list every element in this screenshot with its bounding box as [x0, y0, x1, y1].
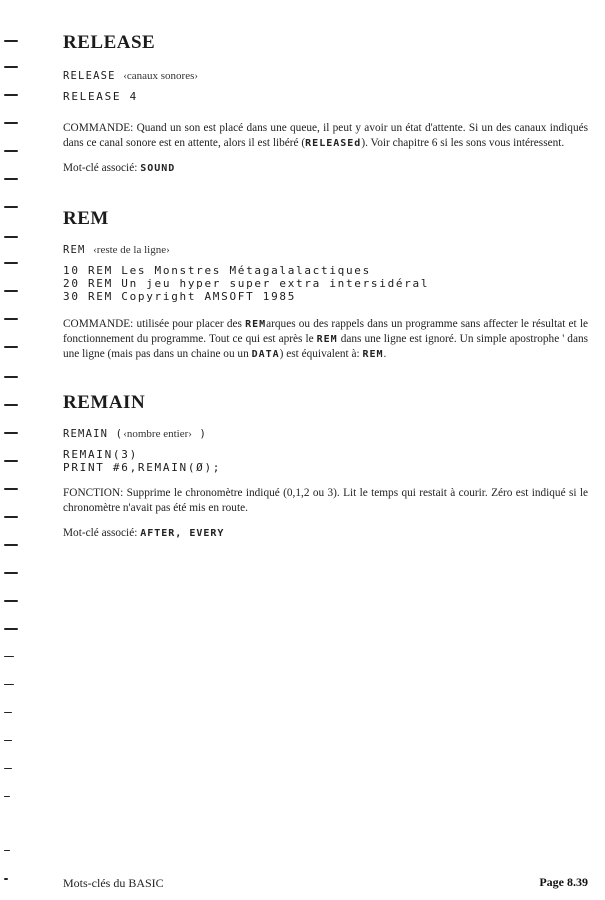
- margin-mark: [4, 850, 10, 851]
- inline-keyword: DATA: [251, 349, 280, 360]
- syntax-param: ‹nombre entier›: [123, 428, 192, 440]
- keyword-title: REMAIN: [63, 392, 146, 413]
- margin-mark: [4, 236, 18, 238]
- related-keyword-list: AFTER, EVERY: [140, 528, 225, 539]
- description-text: .: [383, 348, 387, 360]
- related-label: Mot-clé associé:: [63, 162, 138, 174]
- margin-mark: [4, 460, 18, 462]
- margin-mark: [4, 404, 18, 406]
- section-remain: [63, 392, 588, 541]
- margin-mark: [4, 94, 18, 96]
- margin-mark: [4, 150, 18, 152]
- section-release: [63, 32, 588, 176]
- margin-mark: [4, 262, 18, 264]
- footer-section-title: Mots-clés du BASIC: [63, 876, 164, 890]
- margin-mark: [4, 178, 18, 180]
- inline-keyword: REM: [245, 319, 267, 330]
- margin-mark: [4, 516, 18, 518]
- inline-keyword: REM: [362, 349, 384, 360]
- description: [63, 317, 588, 362]
- section-rem: [63, 208, 588, 362]
- code-line: 30 REM Copyright AMSOFT 1985: [63, 290, 297, 303]
- binding-margin-marks: [0, 0, 30, 900]
- syntax-line: [63, 426, 588, 442]
- description-text: Quand un son est placé dans une queue, il peut y avoir un état d'attente. Si un des canaux indiqués dans ce canal sonore est en attente, alors il est libéré (: [63, 122, 588, 149]
- syntax-param: ‹canaux sonores›: [123, 70, 199, 82]
- code-line: 10 REM Les Monstres Métagalalactiques: [63, 264, 371, 277]
- syntax-line: [63, 242, 588, 258]
- related-label: Mot-clé associé:: [63, 527, 138, 539]
- margin-mark: [4, 572, 18, 574]
- margin-mark: [4, 318, 18, 320]
- syntax-param-text: nombre entier: [126, 428, 189, 440]
- keyword-title: REM: [63, 208, 109, 229]
- description-text: dans une ligne est ignoré. Un simple apostrophe ' dans une ligne (mais pas dans un chaine ou un: [63, 333, 588, 360]
- example-code: RELEASE 4: [63, 90, 138, 103]
- margin-mark: [4, 40, 18, 42]
- description-lead: COMMANDE:: [63, 318, 134, 330]
- margin-mark: [4, 544, 18, 546]
- description-text: arques ou des rappels dans un programme sans affecter le résultat et le fonctionnement du programme. Tout ce qui est après le: [63, 318, 588, 345]
- syntax-close: ): [199, 428, 207, 440]
- syntax-line: [63, 68, 588, 84]
- description: [63, 486, 588, 516]
- margin-mark: [4, 290, 18, 292]
- margin-mark: [4, 66, 18, 68]
- margin-mark: [4, 712, 12, 713]
- example-code-block: [63, 448, 588, 474]
- page-content: [63, 30, 588, 541]
- description-text: utilisée pour placer des: [136, 318, 246, 330]
- keyword-title: RELEASE: [63, 32, 156, 53]
- margin-mark: [4, 600, 18, 602]
- syntax-keyword: RELEASE: [63, 70, 116, 82]
- example-code-block: [63, 264, 588, 303]
- related-keywords: [63, 526, 588, 541]
- inline-keyword: REM: [316, 334, 338, 345]
- syntax-param-text: reste de la ligne: [96, 244, 167, 256]
- syntax-param: ‹reste de la ligne›: [93, 244, 170, 256]
- margin-mark: [4, 346, 18, 348]
- description: [63, 121, 588, 151]
- code-line: PRINT #6,REMAIN(Ø);: [63, 461, 222, 474]
- description-text: ) est équivalent à:: [279, 348, 363, 360]
- margin-mark: [4, 656, 14, 657]
- description-text: Supprime le chronomètre indiqué (0,1,2 ou 3). Lit le temps qui restait à courir. Zéro est indiqué si le chronomètre n'avait pas été mis en route.: [63, 487, 588, 514]
- margin-mark: [4, 796, 10, 797]
- page-number: Page 8.39: [539, 875, 588, 889]
- syntax-param-text: canaux sonores: [126, 70, 195, 82]
- margin-mark: [4, 878, 8, 880]
- code-line: REMAIN(3): [63, 448, 138, 461]
- description-lead: COMMANDE:: [63, 122, 134, 134]
- syntax-keyword: REM: [63, 244, 86, 256]
- code-line: 20 REM Un jeu hyper super extra intersidéral: [63, 277, 430, 290]
- syntax-keyword: REMAIN (: [63, 428, 124, 440]
- margin-mark: [4, 376, 18, 378]
- margin-mark: [4, 740, 12, 741]
- margin-mark: [4, 768, 12, 769]
- margin-mark: [4, 122, 18, 124]
- description-text: ). Voir chapitre 6 si les sons vous intéressent.: [361, 137, 565, 149]
- margin-mark: [4, 488, 18, 490]
- related-keywords: [63, 161, 588, 176]
- margin-mark: [4, 432, 18, 434]
- margin-mark: [4, 628, 18, 630]
- inline-keyword: RELEASEd: [305, 138, 362, 149]
- description-lead: FONCTION:: [63, 487, 124, 499]
- related-keyword-list: SOUND: [140, 163, 176, 174]
- margin-mark: [4, 206, 18, 208]
- margin-mark: [4, 684, 14, 685]
